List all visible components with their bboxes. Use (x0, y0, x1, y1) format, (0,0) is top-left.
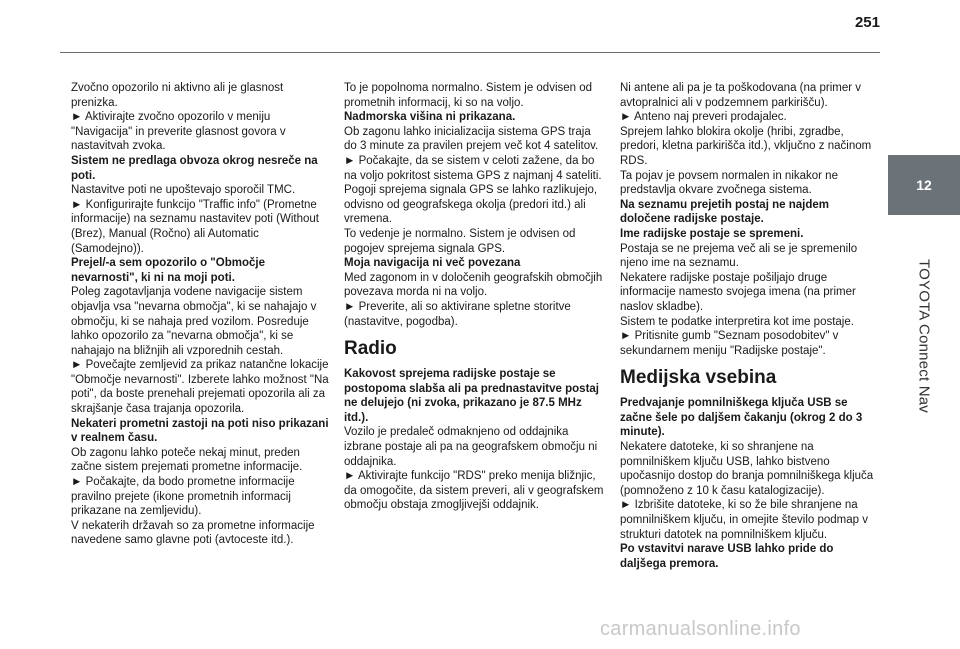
paragraph: Med zagonom in v določenih geografskih območjih povezava morda ni na voljo. (344, 271, 603, 299)
subheading: Kakovost sprejema radijske postaje se postopoma slabša ali pa prednastavitve postaj ne delujejo (ni zvoka, prikazano je 87.5 MHz itd.). (344, 368, 599, 424)
paragraph: ► Aktivirajte funkcijo "RDS" preko menija bližnjic, da omogočite, da sistem preveri, ali v geografskem območju obstaja zmogljivejši oddajnik. (344, 470, 604, 512)
paragraph: Ob zagonu lahko inicializacija sistema GPS traja do 3 minute za pravilen prejem več kot 4 satelitov. (344, 125, 599, 153)
paragraph: To je popolnoma normalno. Sistem je odvisen od prometnih informacij, ki so na voljo. (344, 82, 593, 109)
paragraph: ► Izbrišite datoteke, ki so že bile shranjene na pomnilniškem ključu, in omejite število podmap v strukturi datotek na pomnilniškem ključu. (620, 499, 868, 541)
paragraph: To vedenje je normalno. Sistem je odvisen od pogojev sprejema signala GPS. (344, 227, 576, 255)
col2-radio-body (344, 367, 606, 513)
paragraph: ► Aktivirajte zvočno opozorilo v meniju "Navigacija" in preverite glasnost govora v nastavitvah zvoka. (71, 111, 286, 153)
subheading: Prejel/-a sem opozorilo o "Območje nevarnosti", ki ni na moji poti. (71, 257, 265, 284)
media-heading: Medijska vsebina (620, 367, 777, 389)
paragraph: V nekaterih državah so za prometne informacije navedene samo glavne poti (avtoceste itd.). (71, 519, 315, 547)
paragraph: Poleg zagotavljanja vodene navigacije sistem objavlja vsa "nevarna območja", ki se nahajajo v območju, ki se nahaja pred vozilom. Posreduje lahko opozorilo za "nevarna območja", ki se nahajajo na bližnjih ali vzporednih cestah. (71, 286, 317, 357)
column-1 (71, 81, 333, 548)
paragraph: Sprejem lahko blokira okolje (hribi, zgradbe, predori, kletna parkirišča itd.), vključno z načinom RDS. (620, 125, 872, 167)
page-number: 251 (854, 14, 880, 31)
radio-heading: Radio (344, 338, 397, 360)
paragraph: ► Pritisnite gumb "Seznam posodobitev" v sekundarnem meniju "Radijske postaje". (620, 330, 839, 357)
paragraph: Ob zagonu lahko poteče nekaj minut, preden začne sistem prejemati prometne informacije. (71, 446, 303, 474)
subheading: Sistem ne predlaga obvoza okrog nesreče na poti. (71, 154, 318, 182)
paragraph: Ni antene ali pa je ta poškodovana (na primer v avtopralnici ali v podzemnem parkirišču). (620, 82, 862, 109)
paragraph: ► Konfigurirajte funkcijo "Traffic info" (Prometne informacije) na seznamu nastavitev poti (Without (Brez), Manual (Ročno) ali Automatic (Samodejno)). (71, 198, 319, 255)
col3-media-body (620, 396, 882, 571)
subheading: Na seznamu prejetih postaj ne najdem določene radijske postaje. (620, 198, 829, 226)
watermark: carmanualsonline.info (600, 618, 801, 640)
paragraph: ► Počakajte, da bodo prometne informacije pravilno prejete (ikone prometnih informacij prikazane na zemljevidu). (71, 476, 295, 518)
chapter-tab[interactable]: 12 (888, 155, 960, 215)
subheading: Nadmorska višina ni prikazana. (344, 111, 516, 124)
paragraph: Nekatere radijske postaje pošiljajo druge informacije namesto svojega imena (na primer naslov skladbe). (620, 271, 856, 313)
paragraph: Zvočno opozorilo ni aktivno ali je glasnost prenizka. (71, 82, 284, 109)
paragraph: Vozilo je predaleč odmaknjeno od oddajnika izbrane postaje ali pa na geografskem območju ni oddajnika. (344, 426, 598, 468)
paragraph: ► Povečajte zemljevid za prikaz natančne lokacije "Območje nevarnosti". Izberete lahko možnost "Na poti", da boste prenehali prejemati opozorila ali za skrajšanje časa trajanja opozorila. (71, 359, 329, 416)
chapter-sidebar (888, 0, 960, 649)
paragraph: Pogoji sprejema signala GPS se lahko razlikujejo, odvisno od geografskega okolja (predori itd.) ali vremena. (344, 184, 598, 226)
paragraph: ► Počakajte, da se sistem v celoti zažene, da bo na voljo pokritost sistema GPS z najmanj 4 sateliti. (344, 154, 602, 182)
header-rule (60, 52, 880, 53)
column-3 (620, 81, 882, 571)
subheading: Moja navigacija ni več povezana (344, 257, 521, 270)
subheading: Nekateri prometni zastoji na poti niso prikazani v realnem času. (71, 417, 329, 445)
col3-body (620, 81, 882, 358)
subheading: Ime radijske postaje se spremeni. (620, 227, 804, 240)
column-2 (344, 81, 606, 513)
subheading: Predvajanje pomnilniškega ključa USB se začne šele po daljšem čakanju (okrog 2 do 3 minute). (620, 397, 863, 439)
paragraph: Ta pojav je povsem normalen in nikakor ne predstavlja okvare zvočnega sistema. (620, 169, 838, 197)
paragraph: Nekatere datoteke, ki so shranjene na pomnilniškem ključu USB, lahko bistveno upočasnijo dostop do branja pomnilniškega ključa (pomnoženo z 10 k času katalogizacije). (620, 441, 874, 497)
chapter-title: TOYOTA Connect Nav (915, 259, 933, 413)
paragraph: ► Anteno naj preveri prodajalec. (620, 111, 787, 124)
subheading: Po vstavitvi narave USB lahko pride do daljšega premora. (620, 543, 834, 570)
paragraph: Postaja se ne prejema več ali se je spremenilo njeno ime na seznamu. (620, 242, 858, 270)
paragraph: Nastavitve poti ne upoštevajo sporočil TMC. (71, 184, 296, 197)
col1-body (71, 81, 333, 548)
col2-body (344, 81, 606, 329)
paragraph: ► Preverite, ali so aktivirane spletne storitve (nastavitve, pogodba). (344, 300, 571, 328)
paragraph: Sistem te podatke interpretira kot ime postaje. (620, 315, 854, 328)
